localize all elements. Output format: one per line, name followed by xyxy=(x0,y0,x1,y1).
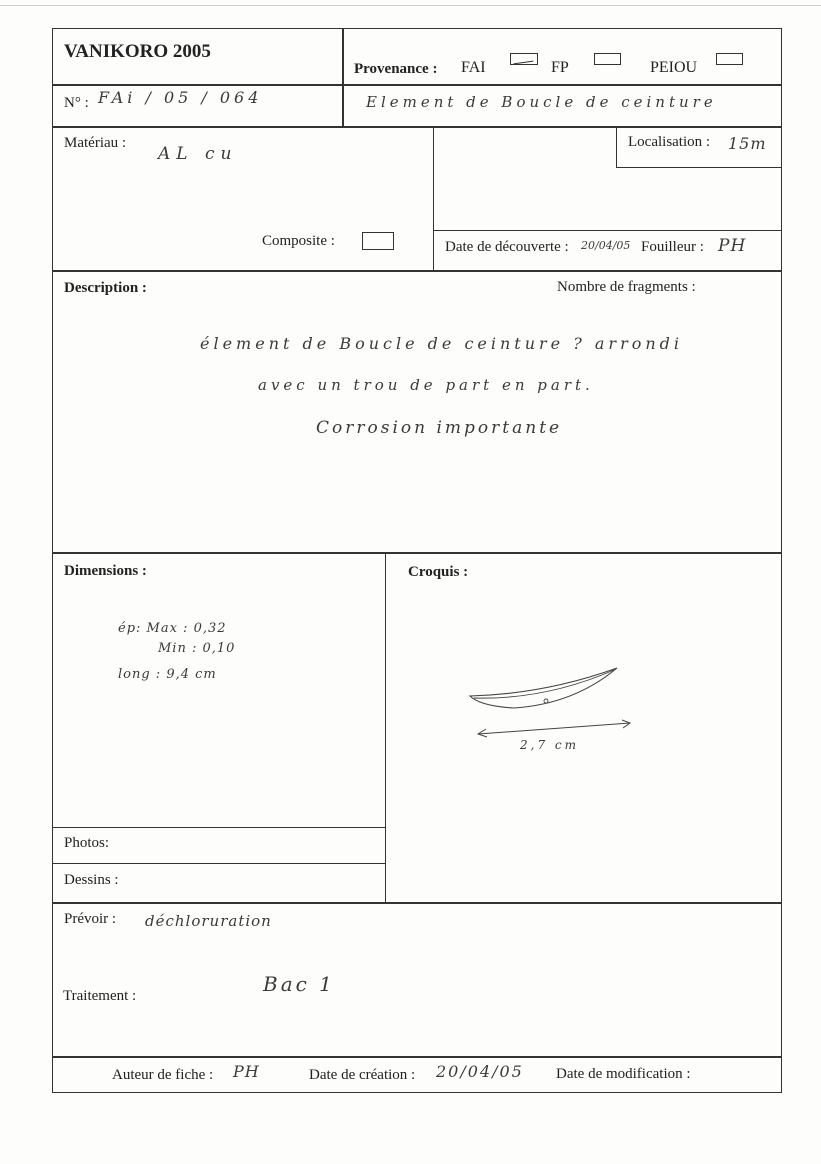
decouverte-date-value[interactable]: 20/04/05 xyxy=(581,239,631,252)
dimensions-line-3[interactable]: long : 9,4 cm xyxy=(118,667,217,682)
provenance-label: Provenance : xyxy=(354,61,438,77)
sketch-object-inner-curve xyxy=(474,670,614,698)
prevoir-label: Prévoir : xyxy=(64,911,117,927)
dessins-top-rule xyxy=(52,863,386,864)
creation-value[interactable]: 20/04/05 xyxy=(436,1062,524,1081)
description-label: Description : xyxy=(64,280,147,296)
photos-top-rule xyxy=(52,827,386,828)
provenance-fp-checkbox[interactable] xyxy=(594,53,621,65)
traitement-value[interactable]: Bac 1 xyxy=(263,972,335,996)
description-line-3[interactable]: Corrosion importante xyxy=(316,418,563,438)
provenance-peiou-label: PEIOU xyxy=(650,59,698,76)
prevoir-value[interactable]: déchloruration xyxy=(145,912,272,930)
number-label: N° : xyxy=(64,95,89,111)
localisation-value[interactable]: 15m xyxy=(728,134,767,153)
provenance-fp-label: FP xyxy=(551,59,569,76)
sketch-hole xyxy=(544,699,548,703)
croquis-label: Croquis : xyxy=(408,564,469,580)
fragments-label: Nombre de fragments : xyxy=(557,279,696,295)
description-line-1[interactable]: élement de Boucle de ceinture ? arrondi xyxy=(200,334,684,353)
dimensions-line-1[interactable]: ép: Max : 0,32 xyxy=(118,621,227,636)
localisation-label: Localisation : xyxy=(628,134,711,150)
materiau-value[interactable]: AL cu xyxy=(158,144,238,164)
designation-value[interactable]: Element de Boucle de ceinture xyxy=(366,93,717,111)
provenance-fai-label: FAI xyxy=(461,59,486,76)
dessins-label: Dessins : xyxy=(64,872,119,888)
materiau-label: Matériau : xyxy=(64,135,127,151)
dimensions-line-2[interactable]: Min : 0,10 xyxy=(158,641,236,656)
auteur-label: Auteur de fiche : xyxy=(112,1067,214,1083)
photos-label: Photos: xyxy=(64,835,110,851)
description-section xyxy=(52,270,782,554)
sketch-object-outline xyxy=(470,668,617,708)
modification-label: Date de modification : xyxy=(556,1066,691,1082)
fouilleur-value[interactable]: PH xyxy=(718,236,747,256)
composite-checkbox[interactable] xyxy=(362,232,394,250)
croquis-divider xyxy=(385,552,386,904)
decouverte-top-rule xyxy=(433,230,782,231)
sketch-dimension-line xyxy=(478,723,630,734)
creation-label: Date de création : xyxy=(309,1067,416,1083)
page-top-rule xyxy=(0,5,821,6)
fouilleur-label: Fouilleur : xyxy=(641,239,704,255)
description-line-2[interactable]: avec un trou de part en part. xyxy=(258,376,594,394)
form-title: VANIKORO 2005 xyxy=(64,41,211,62)
croquis-measure[interactable]: 2,7 cm xyxy=(520,738,579,752)
croquis-sketch xyxy=(460,660,660,750)
decouverte-date-label: Date de découverte : xyxy=(445,239,569,255)
sketch-arrow-right xyxy=(622,720,630,728)
dimensions-label: Dimensions : xyxy=(64,563,147,579)
provenance-peiou-checkbox[interactable] xyxy=(716,53,743,65)
provenance-fai-checkbox[interactable] xyxy=(510,53,538,65)
dimensions-croquis-section xyxy=(52,552,782,904)
traitement-label: Traitement : xyxy=(63,988,137,1004)
number-value[interactable]: FAi / 05 / 064 xyxy=(98,88,263,107)
materiau-divider xyxy=(433,126,434,272)
composite-label: Composite : xyxy=(262,233,335,249)
auteur-value[interactable]: PH xyxy=(233,1062,260,1081)
